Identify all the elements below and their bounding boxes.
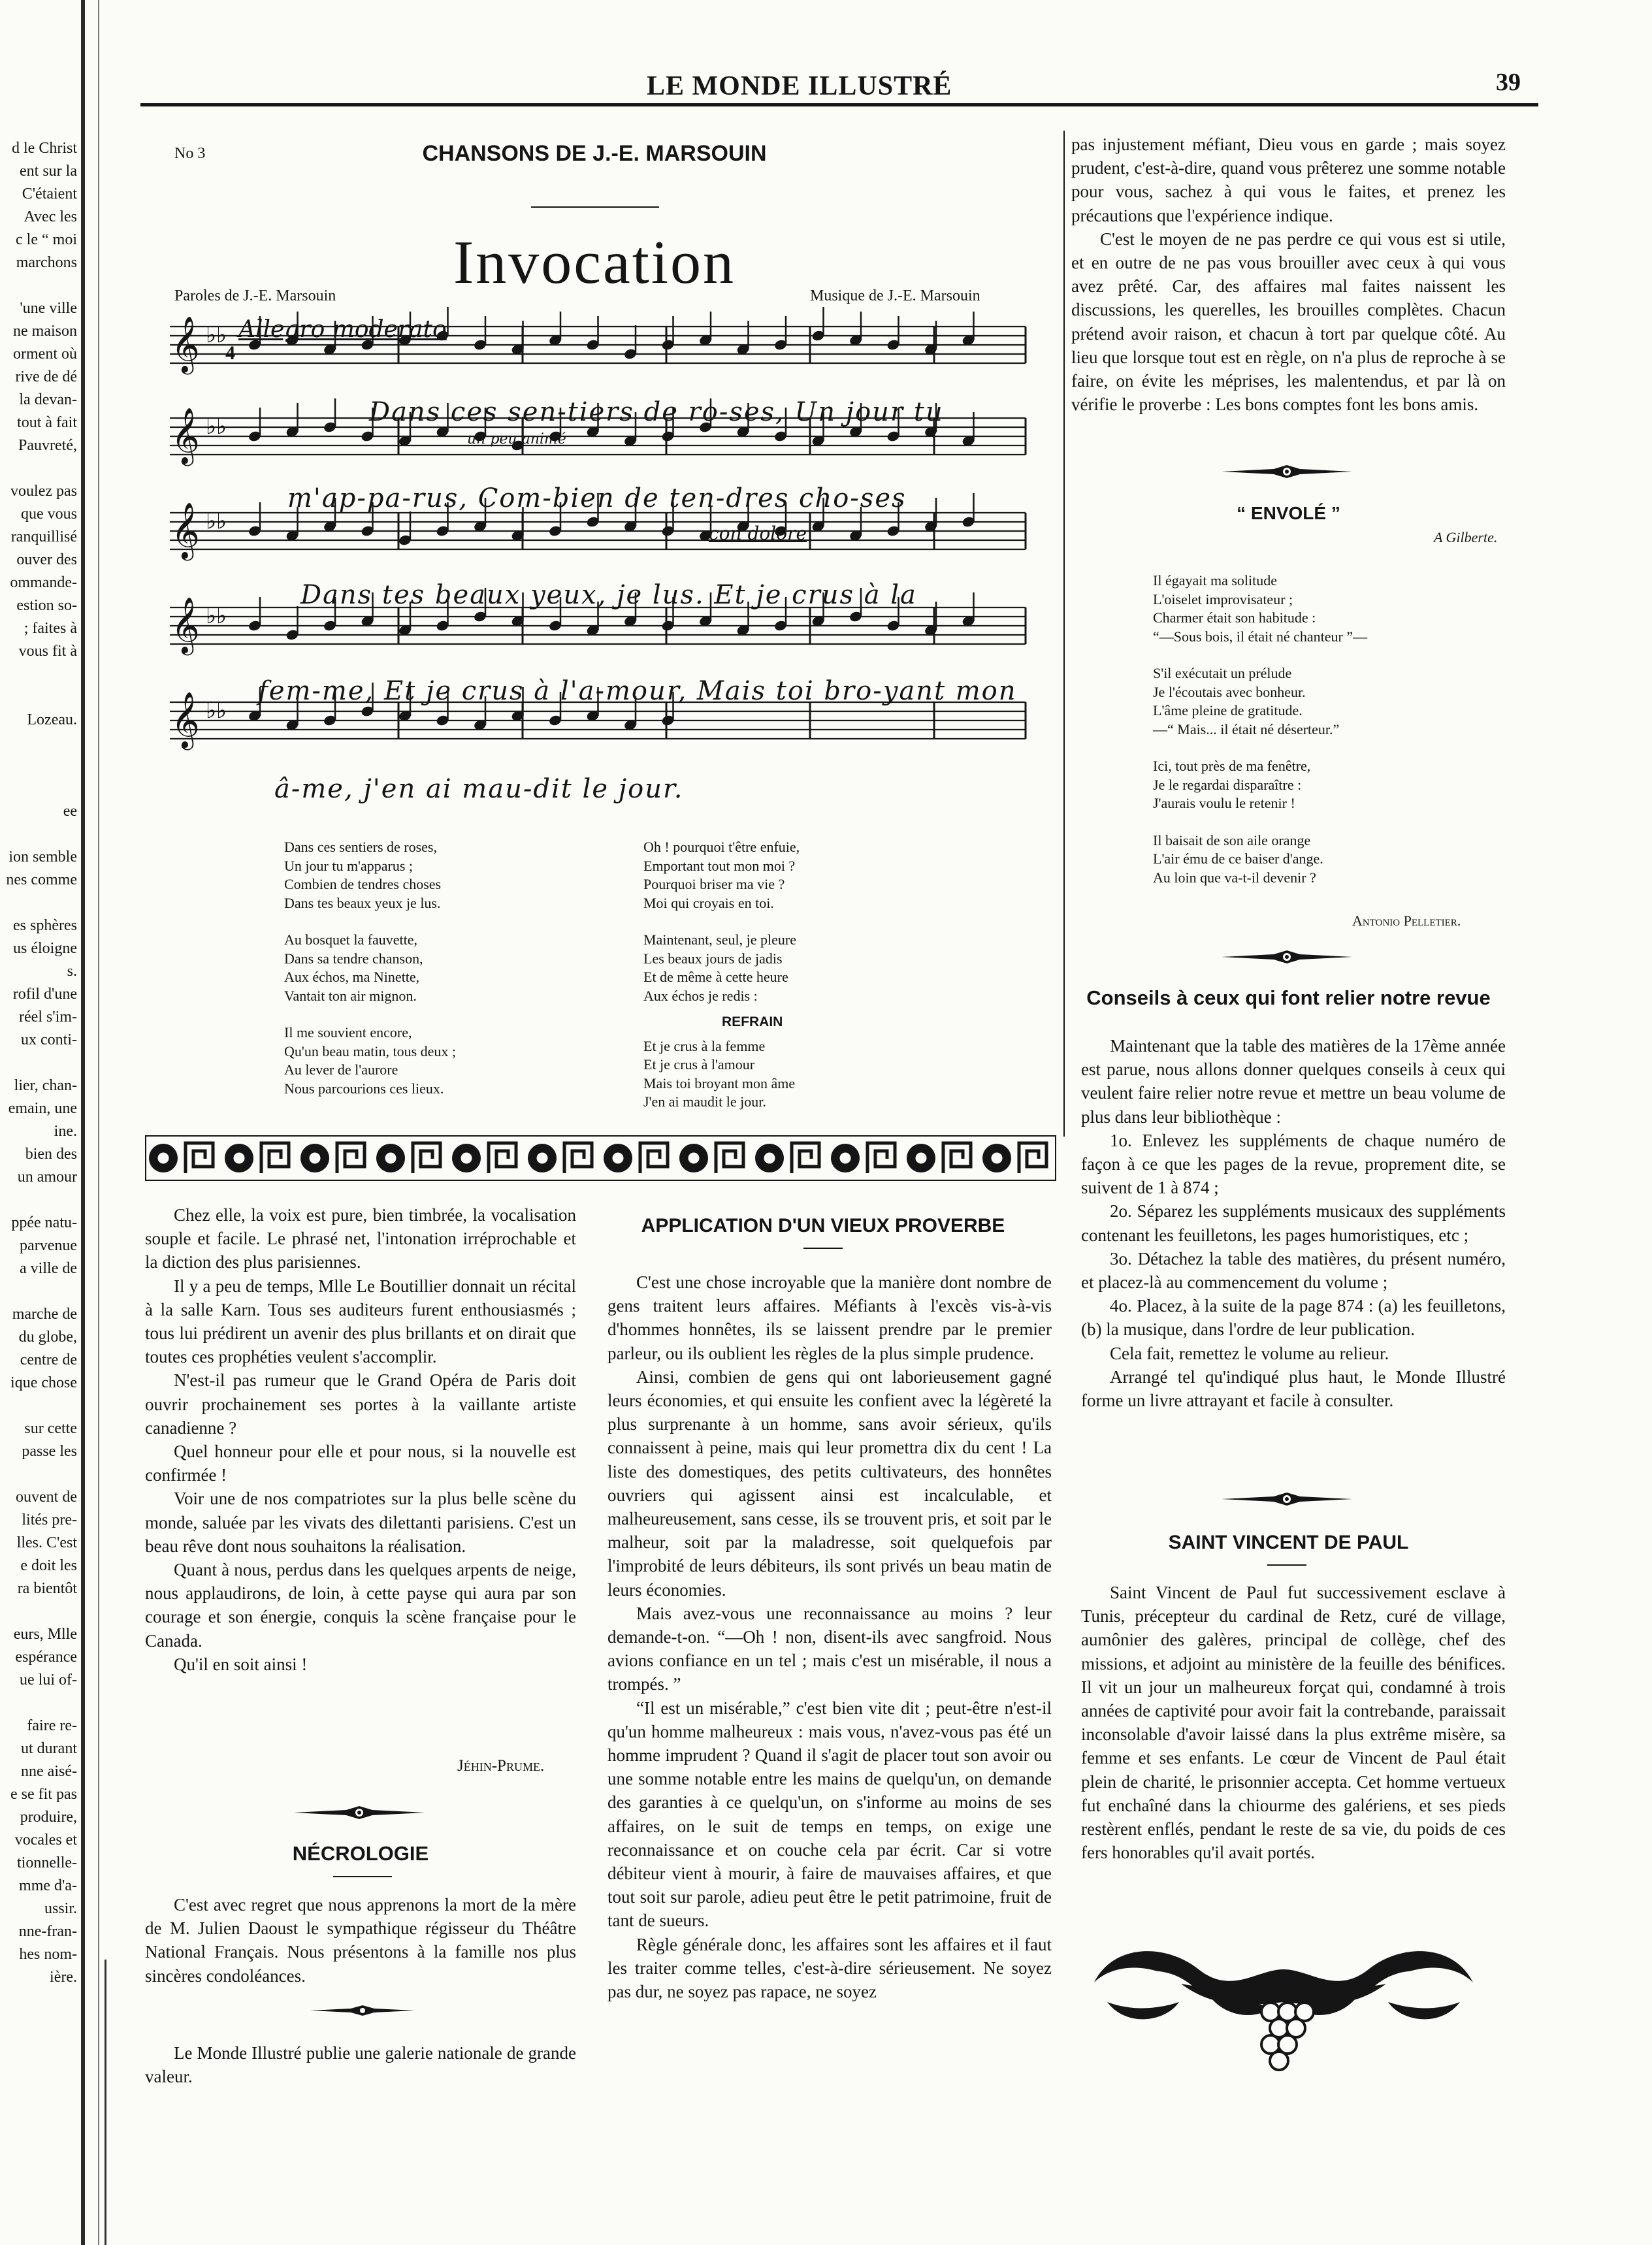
paragraph: Qu'il en soit ainsi ! [174, 1654, 308, 1674]
envole-dedication: A Gilberte. [1434, 529, 1498, 545]
margin-line: réel s'im- [19, 1009, 77, 1026]
paragraph: Voir une de nos compatriotes sur la plus belle scène du monde, saluée par les vivats des dilettanti parisiens. C'est un beau rêve dont nous souhaitons la réalisation. [145, 1489, 576, 1556]
conseils-text [1081, 1034, 1506, 1412]
margin-line: ut durant [21, 1740, 77, 1757]
margin-line: produire, [20, 1809, 77, 1826]
divider-ornament-4 [1222, 950, 1352, 963]
greek-key-icon [943, 1143, 971, 1173]
margin-line [0, 1692, 77, 1715]
margin-line: estion so- [16, 597, 77, 614]
gutter-shadow [105, 1960, 106, 2245]
margin-line: ux conti- [21, 1031, 77, 1048]
tempo-marking: Allegro moderato [238, 316, 447, 343]
column-divider [1063, 131, 1065, 1137]
vincent-text: Saint Vincent de Paul fut successivement esclave à Tunis, précepteur du cardinal de Retz, curé de village, aumônier des galères, principal de collège, chef des missions, et adjoint au ministère de la feuille des bénifices. Il vit un jour un malheureux forçat qui, condamné à trois années de captivité pour avoir fait la contrebande, paraissait inconsolable d'avoir laissé dans la plus extrême misère, sa femme et ses enfants. Le cœur de Vincent de Paul était plein de charité, le prisonnier accepta. Cet homme vertueux fut enchaîné dans la chiourme des galériens, et ses pieds restèrent enflés, pendant le reste de sa vie, du poids de ces fers honorables qu'il avait portés. [1081, 1583, 1506, 1863]
envole-author: Antonio Pelletier. [1352, 913, 1461, 929]
verse-line: Aux échos, ma Ninette, [284, 969, 420, 985]
page-number: 39 [1496, 69, 1521, 96]
paragraph: “Il est un misérable,” c'est bien vite dit ; peut-être n'est-il qu'un homme malheureux : mais vous, n'avez-vous pas été un homme imprudent ? Quand il s'agit de placer tout son avoir ou une somme notable entre les mains de quelqu'un, on demande des garanties à ce quelqu'un, on s'informe au moins de ses affaires, on le suit de temps en temps, on exige une reconnaissance et on couche cela par écrit. Car si votre débiteur vient à mourir, à faire de mauvaises affaires, et que tout soit sur parole, adieu peut être le petit patrimoine, fruit de tant de sueurs. [607, 1698, 1052, 1931]
margin-line [0, 1052, 77, 1074]
stanza [1153, 832, 1367, 888]
running-header-title: LE MONDE ILLUSTRÉ [647, 71, 952, 101]
verse-line: Au bosquet la fauvette, [284, 931, 418, 948]
treble-clef-icon: 𝄞 [171, 694, 200, 747]
verse-line: L'oiselet improvisateur ; [1153, 590, 1293, 607]
refrain [643, 1037, 800, 1112]
paragraph: Règle générale donc, les affaires sont les affaires et il faut les traiter comme telles, c'est-à-dire sérieusement. Ne soyez pas dur, ne soyez pas rapace, ne soyez [607, 1934, 1052, 2002]
verse-line: Emportant tout mon moi ? [643, 857, 796, 874]
margin-line [0, 1463, 77, 1486]
margin-line: sur cette [24, 1420, 77, 1437]
treble-clef-icon: 𝄞 [171, 504, 200, 558]
margin-line [0, 1600, 77, 1623]
margin-line: e se fit pas [10, 1786, 77, 1803]
vincent-rule [1267, 1564, 1306, 1566]
expression-marking-1: un peu animé [467, 431, 566, 447]
margin-line [0, 823, 77, 846]
key-signature-flat-icon: ♭♭ [206, 604, 227, 628]
margin-line [0, 274, 77, 297]
verse-line: Ici, tout près de ma fenêtre, [1153, 758, 1311, 774]
refrain-label: REFRAIN [722, 1014, 783, 1029]
vincent-title: SAINT VINCENT DE PAUL [1168, 1532, 1409, 1553]
verse-line: Je le regardai disparaître : [1153, 776, 1302, 793]
verse-line: Charmer était son habitude : [1153, 609, 1316, 626]
grape-vignette-ornament [1088, 1930, 1480, 2087]
page-binding-edge [81, 0, 85, 2245]
margin-line: que vous [21, 506, 77, 523]
paragraph: Quant à nous, perdus dans les quelques arpents de neige, nous applaudirons, de loin, à cette payse qui aura par son courage et son énergie, conquis la scène française pour le Canada. [145, 1560, 576, 1651]
greek-key-icon [1019, 1143, 1046, 1173]
margin-line: es sphères [13, 917, 77, 934]
paragraph: Quel honneur pour elle et pour nous, si la nouvelle est confirmée ! [145, 1442, 576, 1485]
verse-line: Et de même à cette heure [643, 969, 788, 985]
paragraph: N'est-il pas rumeur que le Grand Opéra de Paris doit ouvrir prochainement ses portes à la vaillante artiste canadienne ? [145, 1370, 576, 1438]
treble-clef-icon: 𝄞 [171, 599, 200, 653]
paragraph: 3o. Détachez la table des matières, du présent numéro, et placez-là au commencement du volume ; [1081, 1248, 1506, 1293]
margin-line [0, 732, 77, 754]
margin-line: ouvent de [16, 1489, 77, 1506]
divider-ornament-5 [1222, 1493, 1352, 1506]
verse-line: Combien de tendres choses [284, 876, 442, 892]
stanza [284, 838, 456, 913]
greek-key-icon [867, 1143, 895, 1173]
margin-line: bien des [25, 1146, 77, 1163]
greek-key-icon [337, 1143, 364, 1173]
verse-line: Aux échos je redis : [643, 987, 758, 1004]
verse-line: Au loin que va-t-il devenir ? [1153, 869, 1316, 886]
margin-line: ouver des [16, 551, 77, 568]
margin-line: c le “ moi [16, 231, 77, 248]
conseils-title: Conseils à ceux qui font relier notre revue [1086, 986, 1491, 1009]
margin-line: nne-fran- [18, 1923, 77, 1940]
margin-line: Lozeau. [27, 711, 77, 728]
music-score [157, 307, 1045, 830]
margin-line: ique chose [10, 1374, 77, 1391]
paragraph: Ainsi, combien de gens qui ont laborieusement gagné leurs économies, et qui ensuite les confient avec la légèreté la plus surprenante à un homme, sans avoir sérieux, qu'ils connaissent à peine, mais qui leur promettra dix du cent ! La liste des domestiques, des petits cultivateurs, des honnêtes ouvriers qui agissent ainsi est incalculable, et malheureusement, sans cesse, ils se trouvent pris, et soit par le malheur, soit par la maladresse, soit quelquefois par l'improbité de leurs débiteurs, ils sont privés un beau matin de leurs économies. [607, 1366, 1052, 1600]
song-number: No 3 [174, 145, 206, 162]
paragraph: Maintenant que la table des matières de la 17ème année est parue, nous allons donner quelques conseils à ceux qui veulent faire relier notre revue et mettre un beau volume de plus dans leur bibliothèque : [1081, 1036, 1506, 1127]
score-lyric-line: Dans tes beaux yeux, je lus. Et je crus à la [300, 580, 917, 610]
expression-marking-2: con dolore [709, 523, 807, 544]
margin-line: 'une ville [20, 300, 77, 317]
paragraph: 2o. Séparez les suppléments musicaux des suppléments contenant les feuilletons, les pages humoristiques, etc ; [1081, 1201, 1506, 1245]
necrologie-text: C'est avec regret que nous apprenons la mort de la mère de M. Julien Daoust le sympathique régisseur du Théâtre National Français. Nous présentons à la famille nos plus sincères condoléances. [145, 1895, 576, 1986]
verse-line: “—Sous bois, il était né chanteur ”— [1153, 628, 1368, 645]
stanza [284, 1024, 456, 1098]
margin-line: ; faites à [24, 620, 77, 637]
margin-line: mme d'a- [19, 1877, 77, 1894]
envole-poem [1153, 572, 1367, 905]
score-lyric-line: Dans ces sen-tiers de ro-ses, Un jour tu [369, 397, 944, 427]
verse-line: J'aurais voulu le retenir ! [1153, 795, 1295, 811]
article-chanteuse [145, 1203, 576, 1676]
margin-line: emain, une [8, 1100, 77, 1117]
paragraph: Mais avez-vous une reconnaissance au moins ? leur demande-t-on. “—Oh ! non, disent-ils avec sangfroid. Nous avions confiance en un tel ; mais c'est un misérable, il nous a trompés. ” [607, 1603, 1052, 1694]
margin-line [0, 1189, 77, 1212]
margin-line: rive de dé [15, 368, 77, 385]
proverbe-continuation [1071, 133, 1506, 416]
necrologie-title: NÉCROLOGIE [292, 1842, 429, 1865]
verse-line: Il baisait de son aile orange [1153, 832, 1311, 848]
margin-line [0, 457, 77, 480]
stanza [284, 931, 456, 1005]
refrain-line: Mais toi broyant mon âme [643, 1074, 796, 1091]
greek-key-icon [413, 1143, 440, 1173]
verse-line: L'âme pleine de gratitude. [1153, 702, 1303, 719]
paragraph: pas injustement méfiant, Dieu vous en garde ; mais soyez prudent, c'est-à-dire, quand vous prêterez une somme notable pour vous, sachez à qui vous le faites, et prenez les précautions que l'expérience indique. [1071, 135, 1506, 225]
gutter-line [98, 0, 99, 2245]
verses-right [643, 838, 800, 1130]
margin-line: ee [63, 803, 77, 820]
margin-line: ra bientôt [17, 1580, 77, 1597]
verses-left [284, 838, 456, 1116]
verse-line: L'air ému de ce baiser d'ange. [1153, 850, 1323, 867]
margin-line: ue lui of- [20, 1672, 77, 1688]
margin-line: vous fit à [18, 643, 77, 660]
verse-line: Oh ! pourquoi t'être enfuie, [643, 839, 800, 855]
verse-line: Dans tes beaux yeux je lus. [284, 894, 441, 911]
margin-line: tout à fait [17, 414, 77, 431]
galerie-note: Le Monde Illustré publie une galerie nationale de grande valeur. [145, 2043, 576, 2087]
score-lyric-line: â-me, j'en ai mau-dit le jour. [274, 774, 684, 804]
margin-line: ommande- [10, 574, 77, 591]
margin-line: lles. C'est [16, 1534, 77, 1551]
paragraph: Arrangé tel qu'indiqué plus haut, le Monde Illustré forme un livre attrayant et facile à consulter. [1081, 1366, 1506, 1411]
margin-line: du globe, [18, 1329, 77, 1346]
margin-line: nes comme [6, 871, 77, 888]
key-signature-flat-icon: ♭♭ [206, 415, 227, 439]
margin-line: passe les [22, 1443, 77, 1460]
paragraph: Chez elle, la voix est pure, bien timbrée, la vocalisation souple et facile. Le phrasé net, l'intonation irréprochable et la diction des plus parisiennes. [145, 1205, 576, 1272]
margin-line: vocales et [14, 1832, 77, 1849]
margin-line: eurs, Mlle [13, 1626, 77, 1643]
verse-line: Nous parcourions ces lieux. [284, 1080, 444, 1097]
time-signature: 4 [225, 342, 235, 364]
refrain-line: Et je crus à l'amour [643, 1056, 755, 1073]
stanza [1153, 664, 1367, 739]
margin-line: tionnelle- [17, 1854, 77, 1871]
greek-key-icon [489, 1143, 516, 1173]
verse-line: Au lever de l'aurore [284, 1061, 398, 1078]
greek-key-frieze [145, 1135, 1056, 1181]
paragraph: 1o. Enlevez les suppléments de chaque numéro de façon à ce que les pages de la revue, proprement dite, se suivent de 1 à 874 ; [1081, 1130, 1506, 1198]
stanza [1153, 572, 1367, 646]
margin-line [0, 1395, 77, 1417]
verse-line: Je l'écoutais avec bonheur. [1153, 683, 1306, 700]
lyrics-credit: Paroles de J.-E. Marsouin [174, 287, 336, 304]
margin-line: a ville de [20, 1260, 77, 1277]
margin-line: la devan- [19, 391, 77, 408]
greek-key-icon [792, 1143, 819, 1173]
proverbe-rule [803, 1248, 843, 1249]
verse-line: —“ Mais... il était né déserteur.” [1153, 720, 1340, 737]
score-lyric-line: fem-me, Et je crus à l'a-mour, Mais toi bro-yant mon [258, 676, 1017, 706]
margin-line: ppée natu- [11, 1214, 77, 1231]
divider-ornament-2 [310, 2005, 415, 2016]
verse-line: Dans ces sentiers de roses, [284, 839, 437, 855]
verse-line: Vantait ton air mignon. [284, 987, 417, 1004]
treble-clef-icon: 𝄞 [171, 410, 200, 463]
margin-line: ne maison [13, 323, 77, 340]
stanza [1153, 757, 1367, 813]
greek-key-icon [261, 1143, 289, 1173]
treble-clef-icon: 𝄞 [171, 318, 200, 372]
margin-line: hes nom- [19, 1946, 77, 1963]
margin-line: parvenue [20, 1237, 77, 1254]
score-lyric-line: m'ap-pa-rus, Com-bien de ten-dres cho-ses [287, 483, 907, 513]
verse-line: Maintenant, seul, je pleure [643, 931, 796, 948]
verse-line: S'il exécutait un prélude [1153, 665, 1292, 681]
song-heading-rule [531, 206, 659, 208]
margin-line: rofil d'une [12, 986, 77, 1003]
paragraph: C'est une chose incroyable que la manière dont nombre de gens traitent leurs affaires. Méfiants à l'excès vis-à-vis d'hommes honnêtes, ils se laissent prendre par le premier parleur, ou ils oublient les règles de la plus simple prudence. [607, 1272, 1052, 1363]
paragraph: Il y a peu de temps, Mlle Le Boutillier donnait un récital à la salle Karn. Tous ses auditeurs furent enthousiasmés ; tous lui prédirent un avenir des plus brillants et on dirait que toutes ces prophéties veulent s'accomplir. [145, 1276, 576, 1367]
margin-line: ine. [54, 1123, 77, 1140]
necrologie-rule [333, 1876, 392, 1877]
margin-line: faire re- [27, 1717, 77, 1734]
margin-line: s. [67, 963, 77, 980]
verse-line: Il me souvient encore, [284, 1024, 412, 1041]
margin-line: voulez pas [10, 483, 77, 500]
proverbe-text [607, 1270, 1052, 2003]
margin-line: e doit les [20, 1557, 77, 1574]
verse-line: Les beaux jours de jadis [643, 950, 783, 967]
margin-line: C'étaient [22, 186, 77, 202]
margin-line: Avec les [24, 208, 77, 225]
key-signature-flat-icon: ♭♭ [206, 509, 227, 534]
greek-key-icon [640, 1143, 668, 1173]
stanza [643, 931, 800, 1005]
margin-line: marchons [16, 254, 77, 271]
key-signature-flat-icon: ♭♭ [206, 699, 227, 723]
song-heading: CHANSONS DE J.-E. MARSOUIN [422, 141, 767, 166]
greek-key-icon [186, 1143, 213, 1173]
song-title: Invocation [453, 229, 736, 297]
paragraph: 4o. Placez, à la suite de la page 874 : (a) les feuilletons, (b) la musique, dans l'ordre de leur publication. [1081, 1296, 1506, 1340]
verse-line: Pourquoi briser ma vie ? [643, 876, 785, 892]
verse-line: Moi qui croyais en toi. [643, 894, 774, 911]
verse-line: Un jour tu m'apparus ; [284, 857, 413, 874]
verse-line: Il égayait ma solitude [1153, 572, 1277, 589]
paragraph: Cela fait, remettez le volume au relieur. [1110, 1343, 1389, 1363]
margin-line: d le Christ [12, 140, 77, 157]
stanza [643, 838, 800, 913]
chanteuse-signature: Jéhin-Prume. [457, 1757, 545, 1775]
margin-text [0, 137, 77, 1989]
greek-key-icon [564, 1143, 592, 1173]
envole-title: “ ENVOLÉ ” [1237, 503, 1340, 523]
refrain-line: Et je crus à la femme [643, 1037, 766, 1054]
margin-line: ranquillisé [10, 528, 77, 545]
margin-line: ent sur la [20, 163, 77, 180]
header-rule [140, 103, 1538, 106]
margin-line: orment où [13, 346, 77, 363]
margin-line: ussir. [44, 1900, 77, 1917]
key-signature-flat-icon: ♭♭ [206, 323, 227, 347]
divider-ornament-3 [1222, 465, 1352, 478]
refrain-line: J'en ai maudit le jour. [643, 1093, 766, 1110]
margin-line [0, 754, 77, 777]
greek-key-icon [716, 1143, 743, 1173]
margin-line: ière. [50, 1969, 77, 1986]
margin-line: us éloigne [13, 940, 77, 957]
margin-line [0, 1280, 77, 1303]
margin-line: lier, chan- [14, 1077, 77, 1094]
margin-line: marche de [12, 1306, 77, 1323]
previous-page-fragment [0, 0, 85, 2245]
margin-line: ion semble [8, 848, 77, 865]
margin-line: Pauvreté, [18, 437, 77, 454]
verse-line: Qu'un beau matin, tous deux ; [284, 1042, 457, 1059]
divider-ornament-1 [294, 1806, 425, 1819]
margin-line [0, 686, 77, 709]
paragraph: C'est le moyen de ne pas perdre ce qui vous est si utile, et en outre de ne pas vous brouiller avec ceux à qui vous avez prêté. Car, des affaires mal faites naissent les discussions, les querelles, les brouilles complètes. Chacun prétend avoir raison, et chacun à tort par quelque côté. Au lieu que lorsque tout est en règle, on n'a plus de reproche à se faire, on évite les méprises, les malentendus, et par là on vérifie le proverbe : Les bons comptes font les bons amis. [1071, 229, 1506, 415]
margin-line: nne aisé- [21, 1763, 77, 1780]
margin-line: lités pre- [22, 1511, 77, 1528]
margin-line [0, 777, 77, 800]
margin-line [0, 892, 77, 914]
music-credit: Musique de J.-E. Marsouin [810, 287, 980, 304]
margin-line: espérance [15, 1649, 77, 1666]
margin-line: centre de [20, 1351, 77, 1368]
margin-line [0, 663, 77, 686]
margin-line: un amour [17, 1169, 77, 1186]
proverbe-title: APPLICATION D'UN VIEUX PROVERBE [641, 1215, 1005, 1236]
verse-line: Dans sa tendre chanson, [284, 950, 423, 967]
